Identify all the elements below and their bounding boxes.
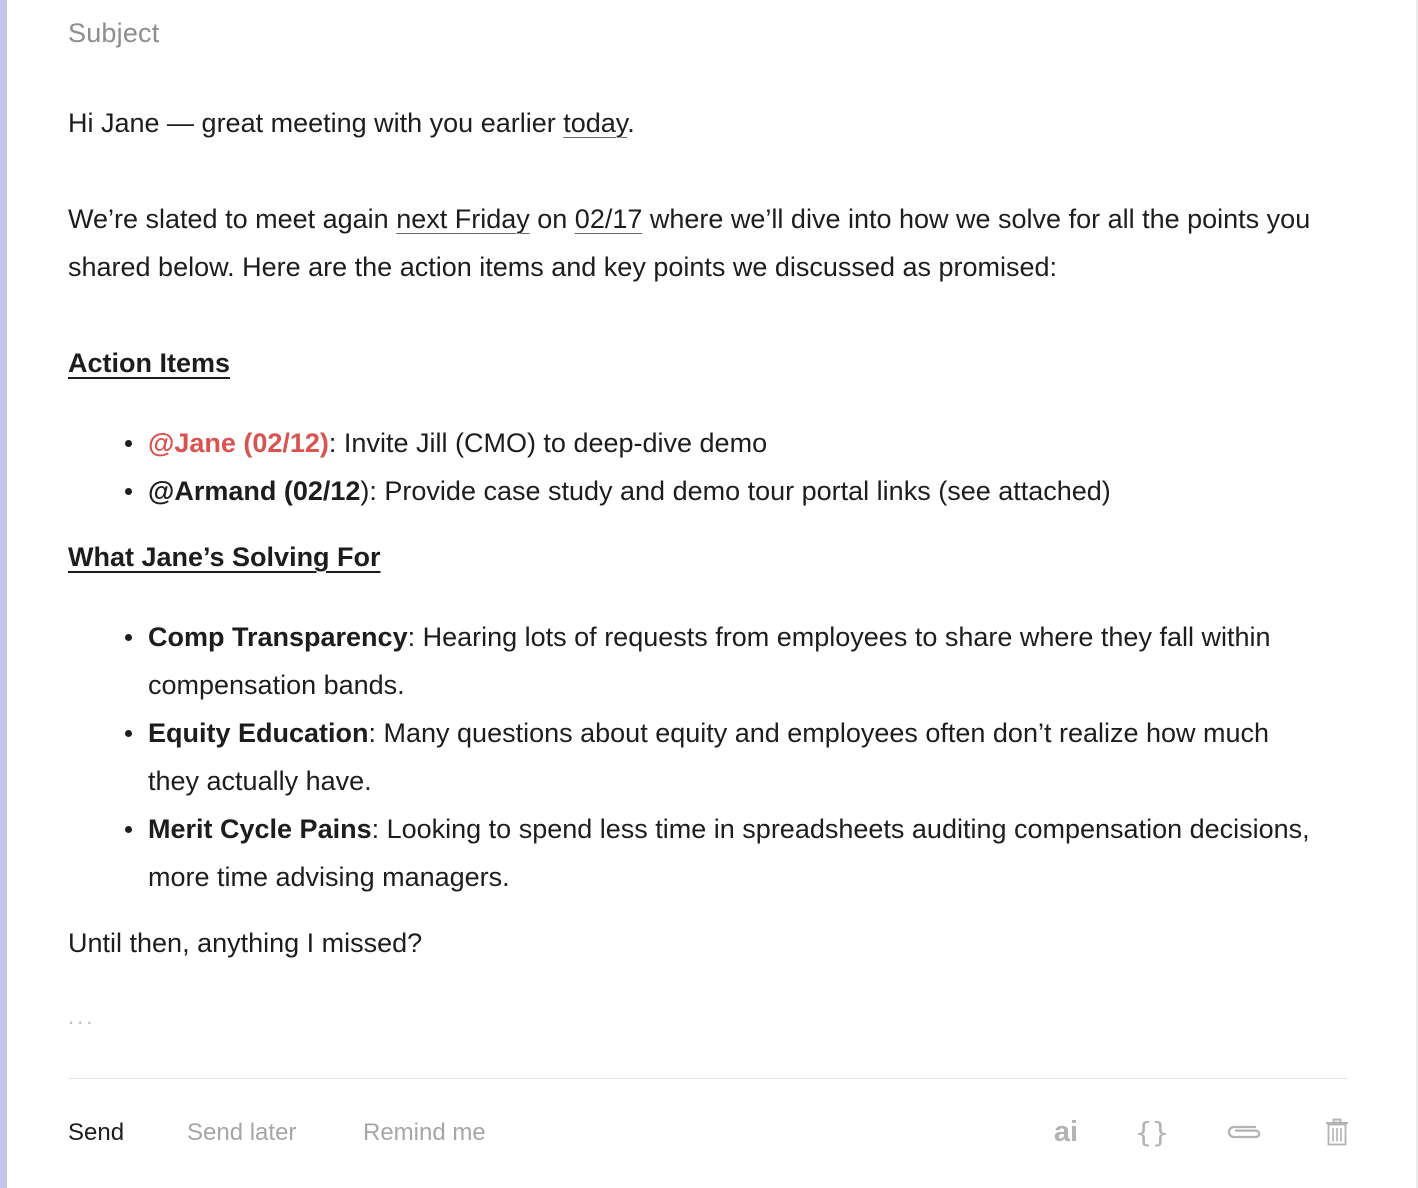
solving-item-title: Merit Cycle Pains	[148, 814, 372, 844]
paperclip-icon	[1225, 1122, 1265, 1142]
snippets-icon-glyph: {}	[1135, 1115, 1169, 1149]
solving-heading-row	[68, 533, 1318, 581]
solving-item-text: : Hearing lots of requests from employees to share where they fall within compensation bands.	[148, 622, 1271, 700]
solving-item	[148, 613, 1318, 709]
trash-can-icon	[1325, 1118, 1349, 1146]
mention-jane[interactable]: @Jane (02/12)	[148, 428, 329, 458]
action-item	[148, 467, 1318, 515]
solving-item-title: Equity Education	[148, 718, 369, 748]
remind-me-button[interactable]: Remind me	[363, 1119, 486, 1146]
subject-field[interactable]: Subject	[68, 18, 160, 48]
solving-item	[148, 805, 1318, 901]
date-link-today[interactable]: today	[563, 108, 628, 138]
attachment-icon[interactable]	[1223, 1110, 1267, 1154]
left-accent-bar	[0, 0, 7, 1188]
intro-text-3: where we’ll dive into how we solve for all the points you shared below. Here are the action items and key points we discussed as promised:	[68, 204, 1311, 282]
action-items-list	[68, 419, 1318, 515]
solving-item-title: Comp Transparency	[148, 622, 408, 652]
solving-item-text: : Many questions about equity and employees often don’t realize how much they actually have.	[148, 718, 1270, 796]
action-item-text: : Provide case study and demo tour portal links (see attached)	[369, 476, 1111, 506]
date-link-0217[interactable]: 02/17	[574, 204, 643, 234]
snippets-icon[interactable]	[1132, 1110, 1172, 1154]
action-item	[148, 419, 1318, 467]
greeting-end: .	[627, 108, 635, 138]
footer-divider	[68, 1078, 1348, 1079]
greeting-text: Hi Jane — great meeting with you earlier	[68, 108, 564, 138]
send-later-button[interactable]: Send later	[187, 1119, 297, 1146]
greeting-line	[68, 99, 1318, 147]
intro-text-1: We’re slated to meet again	[68, 204, 397, 234]
solving-item-text: : Looking to spend less time in spreadsheets auditing compensation decisions, more time advising managers.	[148, 814, 1310, 892]
intro-text-2: on	[529, 204, 575, 234]
action-items-heading: Action Items	[68, 348, 231, 378]
action-item-text: : Invite Jill (CMO) to deep-dive demo	[328, 428, 768, 458]
closing-line: Until then, anything I missed?	[68, 928, 423, 958]
solving-for-list	[68, 613, 1318, 901]
intro-paragraph	[68, 195, 1318, 291]
date-link-next-friday[interactable]: next Friday	[396, 204, 530, 234]
solving-item	[148, 709, 1318, 805]
ai-icon[interactable]: ai	[1053, 1115, 1079, 1148]
mention-armand[interactable]: @Armand (02/12	[148, 476, 361, 506]
action-items-heading-row	[68, 339, 1318, 387]
trash-icon[interactable]	[1323, 1110, 1351, 1154]
email-body[interactable]	[68, 99, 1318, 967]
show-quoted-text-button[interactable]: ...	[68, 1004, 96, 1029]
composer-footer	[68, 1110, 1348, 1158]
mention-armand-close: )	[360, 476, 370, 506]
solving-for-heading: What Jane’s Solving For	[68, 542, 381, 572]
send-button[interactable]: Send	[68, 1119, 125, 1146]
